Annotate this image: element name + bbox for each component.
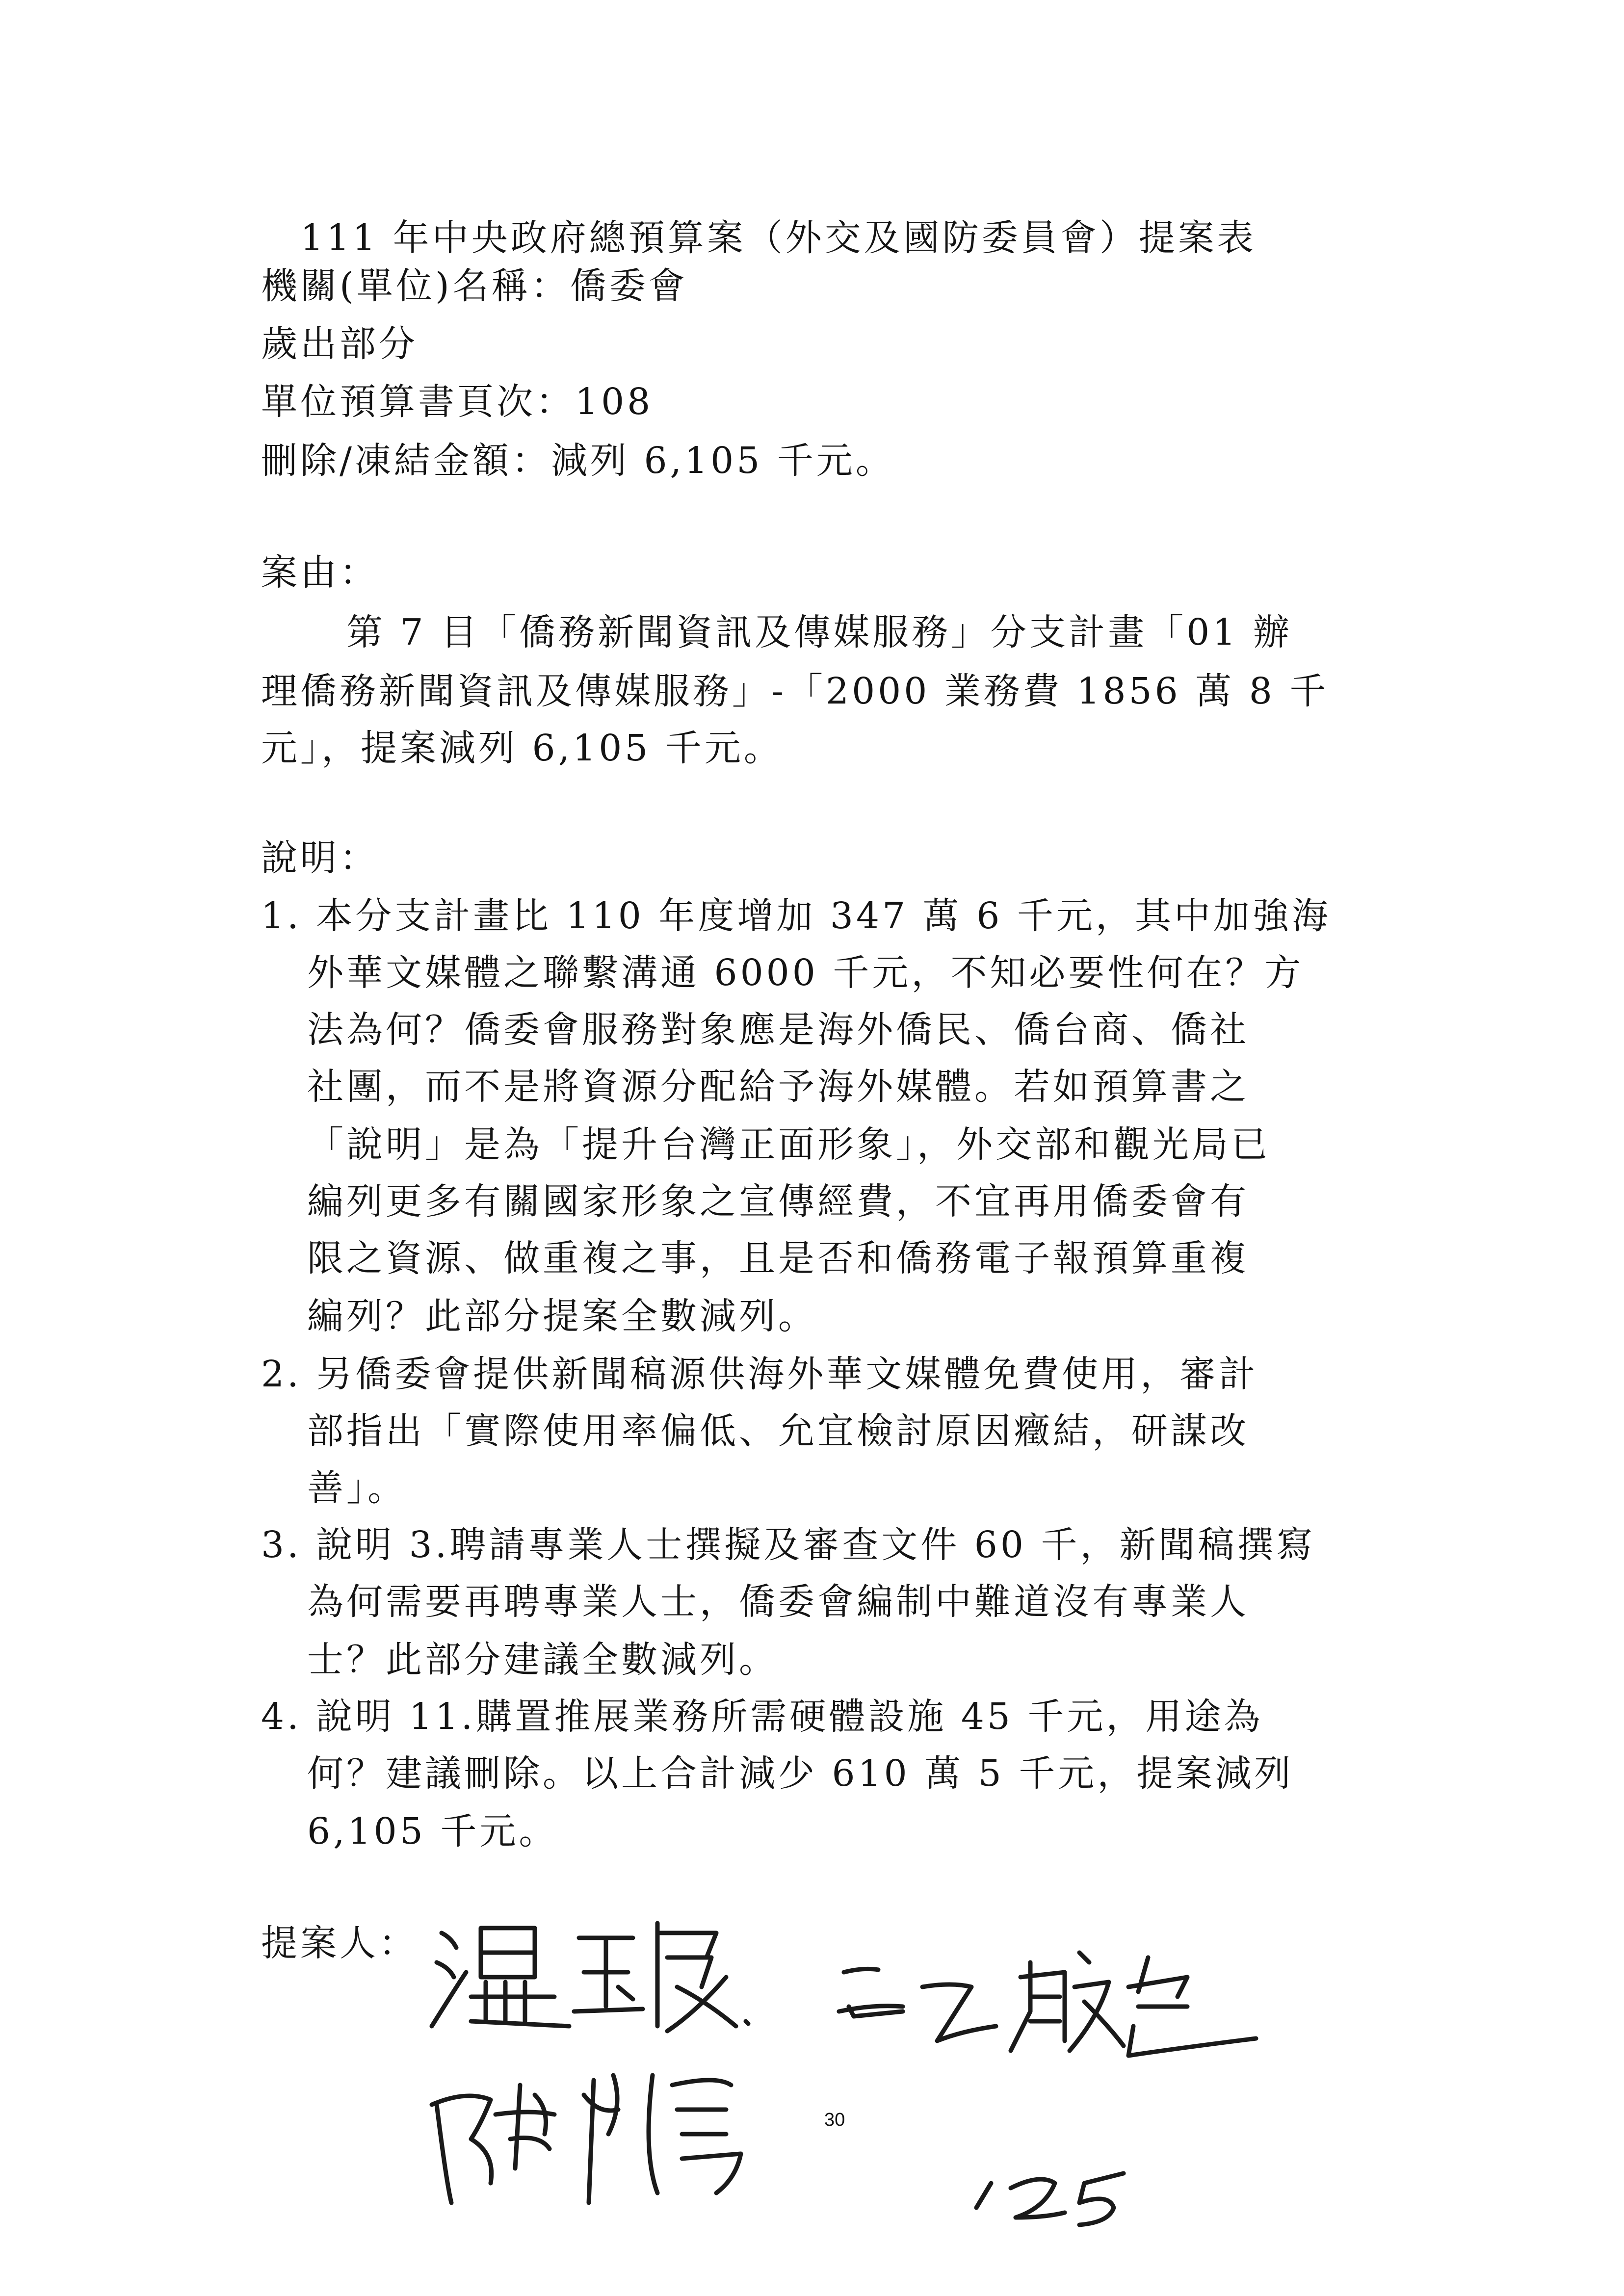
explanation-item-line: 編列？此部分提案全數減列。 (307, 1295, 817, 1337)
handwritten-page-number (962, 2154, 1158, 2232)
document-title: 111 年中央政府總預算案（外交及國防委員會）提案表 (300, 217, 1257, 259)
reason-line: 元」，提案減列 6,105 千元。 (261, 727, 783, 769)
signature-chen (422, 2056, 805, 2213)
explanation-item-line: 4. 說明 11.購置推展業務所需硬體設施 45 千元，用途為 (261, 1696, 1263, 1738)
budget-page-ref: 單位預算書頁次：108 (261, 381, 654, 423)
explanation-item-line: 部指出「實際使用率偏低、允宜檢討原因癥結，研謀改 (307, 1410, 1249, 1452)
explanation-heading: 說明： (261, 837, 379, 879)
explanation-item-line: 善」。 (307, 1467, 407, 1509)
explanation-item-line: 為何需要再聘專業人士，僑委會編制中難道沒有專業人 (307, 1581, 1249, 1623)
agency-name: 機關(單位)名稱：僑委會 (261, 265, 688, 307)
explanation-item-line: 3. 說明 3.聘請專業人士撰擬及審查文件 60 千，新聞稿撰寫 (261, 1524, 1316, 1566)
explanation-item-line: 法為何？僑委會服務對象應是海外僑民、僑台商、僑社 (307, 1009, 1249, 1051)
reason-heading: 案由： (261, 551, 379, 594)
explanation-item-line: 「說明」是為「提升台灣正面形象」，外交部和觀光局已 (307, 1123, 1270, 1166)
signature-wen (422, 1904, 765, 2051)
explanation-item-line: 何？建議刪除。以上合計減少 610 萬 5 千元，提案減列 (307, 1752, 1294, 1795)
reason-line: 第 7 目「僑務新聞資訊及傳媒服務」分支計畫「01 辦 (346, 611, 1292, 653)
page-number: 30 (824, 2110, 845, 2130)
reason-line: 理僑務新聞資訊及傳媒服務」-「2000 業務費 1856 萬 8 千 (261, 670, 1329, 712)
explanation-item-line: 2. 另僑委會提供新聞稿源供海外華文媒體免費使用，審計 (261, 1353, 1258, 1395)
explanation-item-line: 編列更多有關國家形象之宣傳經費，不宜再用僑委會有 (307, 1180, 1249, 1223)
explanation-item-line: 外華文媒體之聯繫溝通 6000 千元，不知必要性何在？方 (307, 952, 1304, 994)
amount-line: 刪除/凍結金額：減列 6,105 千元。 (261, 440, 895, 482)
explanation-item-line: 士？此部分建議全數減列。 (307, 1639, 778, 1681)
explanation-item-line: 6,105 千元。 (307, 1810, 558, 1852)
explanation-item-line: 社團，而不是將資源分配給予海外媒體。若如預算書之 (307, 1066, 1249, 1108)
explanation-item-line: 限之資源、做重複之事，且是否和僑務電子報預算重複 (307, 1237, 1249, 1279)
signature-chiang (834, 1943, 1276, 2070)
explanation-item-line: 1. 本分支計畫比 110 年度增加 347 萬 6 千元，其中加強海 (261, 895, 1331, 937)
budget-category: 歲出部分 (261, 323, 418, 365)
proposer-label: 提案人： (261, 1922, 418, 1964)
